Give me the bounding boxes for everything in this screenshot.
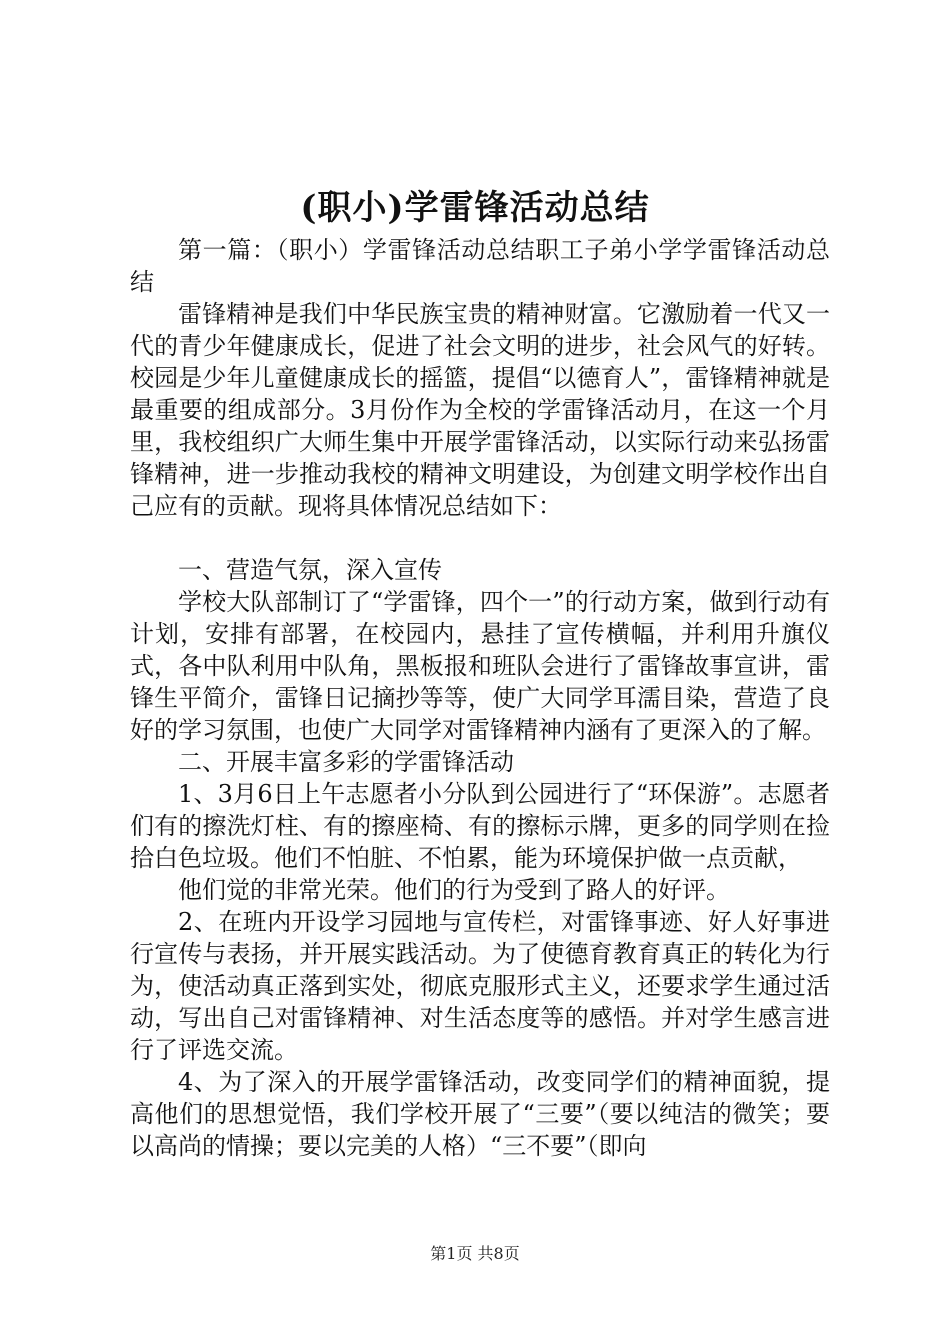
- paragraph: 4、为了深入的开展学雷锋活动，改变同学们的精神面貌，提高他们的思想觉悟，我们学校开展了“三要”（要以纯洁的微笑；要以高尚的情操；要以完美的人格）“三不要”（即向: [130, 1068, 830, 1160]
- paragraph: 学校大队部制订了“学雷锋，四个一”的行动方案，做到行动有计划，安排有部署，在校园内，悬挂了宣传横幅，并利用升旗仪式，各中队利用中队角，黑板报和班队会进行了雷锋故事宣讲，雷锋生平简介，雷锋日记摘抄等等，使广大同学耳濡目染，营造了良好的学习氛围，也使广大同学对雷锋精神内涵有了更深入的了解。: [130, 588, 830, 744]
- paragraph: 他们觉的非常光荣。他们的行为受到了路人的好评。: [178, 876, 730, 904]
- section-heading: 一、营造气氛，深入宣传: [178, 556, 442, 584]
- paragraph: 1、3月6日上午志愿者小分队到公园进行了“环保游”。志愿者们有的擦洗灯柱、有的擦座椅、有的擦标示牌，更多的同学则在捡拾白色垃圾。他们不怕脏、不怕累，能为环境保护做一点贡献，: [130, 780, 830, 872]
- document-body: [130, 234, 830, 1162]
- section-heading: 二、开展丰富多彩的学雷锋活动: [178, 748, 514, 776]
- paragraph: 雷锋精神是我们中华民族宝贵的精神财富。它激励着一代又一代的青少年健康成长，促进了社会文明的进步，社会风气的好转。校园是少年儿童健康成长的摇篮，提倡“以德育人”，雷锋精神就是最重要的组成部分。3月份作为全校的学雷锋活动月，在这一个月里，我校组织广大师生集中开展学雷锋活动，以实际行动来弘扬雷锋精神，进一步推动我校的精神文明建设，为创建文明学校作出自己应有的贡献。现将具体情况总结如下：: [130, 300, 830, 520]
- paragraph: 第一篇：（职小）学雷锋活动总结职工子弟小学学雷锋活动总结: [130, 236, 830, 296]
- document-title: (职小)学雷锋活动总结: [300, 188, 650, 228]
- page-number-footer: 第1页 共8页: [430, 1244, 520, 1263]
- paragraph: 2、在班内开设学习园地与宣传栏，对雷锋事迹、好人好事进行宣传与表扬，并开展实践活动。为了使德育教育真正的转化为行为，使活动真正落到实处，彻底克服形式主义，还要求学生通过活动，写出自己对雷锋精神、对生活态度等的感悟。并对学生感言进行了评选交流。: [130, 908, 830, 1064]
